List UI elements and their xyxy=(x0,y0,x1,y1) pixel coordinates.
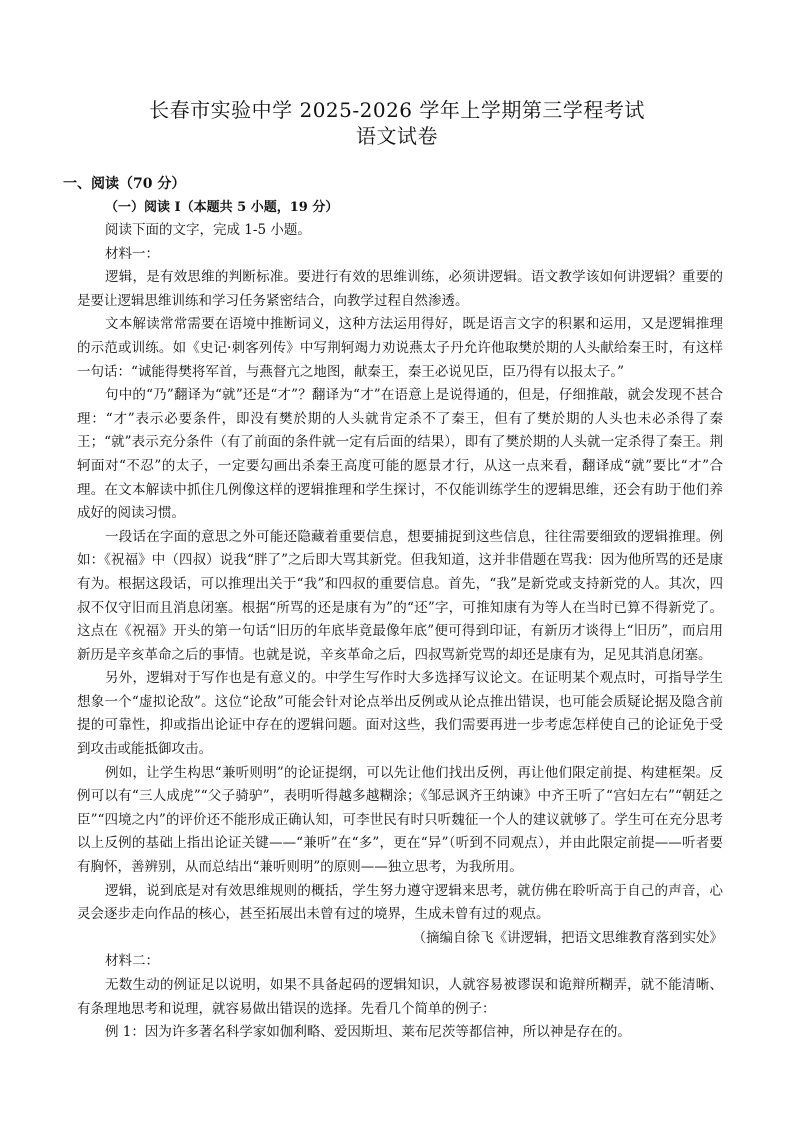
instruction-text: 阅读下面的文字，完成 1-5 小题。 xyxy=(105,222,311,238)
exam-title: 长春市实验中学 2025-2026 学年上学期第三学程考试 xyxy=(149,98,645,122)
material1-source: （摘编自徐飞《讲逻辑，把语文思维教育落到实处》 xyxy=(412,929,723,946)
subsection-heading: （一）阅读 I（本题共 5 小题，19 分） xyxy=(105,200,339,215)
exam-subject-title: 语文试卷 xyxy=(356,124,438,148)
material2-example-1: 例 1：因为许多著名科学家如伽利略、爱因斯坦、莱布尼茨等都信神，所以神是存在的。 xyxy=(105,1024,631,1041)
material1-paragraph-7: 逻辑，说到底是对有效思维规则的概括，学生努力遵守逻辑来思考，就仿佛在聆听高于自己的声音，心灵会逐步走向作品的核心，甚至拓展出未曾有过的境界，生成未曾有过的观点。 xyxy=(77,882,723,923)
material1-paragraph-3: 句中的“乃”翻译为“就”还是“才”？翻译为“才”在语意上是说得通的，但是，仔细推敲，就会发现不甚合理：“才”表示必要条件，即没有樊於期的人头就肯定杀不了秦王，但有了樊於期的人头也未必杀得了秦王；“就”表示充分条件（有了前面的条件就一定有后面的结果），即有了樊於期的人头就一定杀得了秦王。荆轲面对“不忍”的太子，一定要勾画出杀秦王高度可能的愿景才行，从这一点来看，翻译成“就”要比“才”合理。在文本解读中抓住几例像这样的逻辑推理和学生探讨，不仅能训练学生的逻辑思维，还会有助于他们养成好的阅读习惯。 xyxy=(77,387,723,522)
material1-paragraph-4: 一段话在字面的意思之外可能还隐藏着重要信息，想要捕捉到这些信息，往往需要细致的逻辑推理。例如：《祝福》中（四叔）说我“胖了”之后即大骂其新党。但我知道，这并非借题在骂我：因为他所骂的还是康有为。根据这段话，可以推理出关于“我”和四叔的重要信息。首先，“我”是新党或支持新党的人。其次，四叔不仅守旧而且消息闭塞。根据“所骂的还是康有为”的“还”字，可推知康有为等人在当时已算不得新党了。这点在《祝福》开头的第一句话“旧历的年底毕竟最像年底”便可得到印证，有新历才谈得上“旧历”，而启用新历是辛亥革命之后的事情。也就是说，辛亥革命之后，四叔骂新党骂的却还是康有为，足见其消息闭塞。 xyxy=(77,528,723,663)
material2-paragraph-1: 无数生动的例证足以说明，如果不具备起码的逻辑知识，人就容易被谬误和诡辩所糊弄，就不能清晰、有条理地思考和说理，就容易做出错误的选择。先看几个简单的例子： xyxy=(77,977,723,1017)
material1-paragraph-1: 逻辑，是有效思维的判断标准。要进行有效的思维训练，必须讲逻辑。语文教学该如何讲逻辑？重要的是要让逻辑思维训练和学习任务紧密结合，向教学过程自然渗透。 xyxy=(77,269,723,309)
material1-label: 材料一： xyxy=(105,245,159,262)
reading-passage xyxy=(77,219,723,1045)
material1-paragraph-2: 文本解读常常需要在语境中推断词义，这种方法运用得好，既是语言文字的积累和运用，又是逻辑推理的示范或训练。如《史记·刺客列传》中写荆轲竭力劝说燕太子丹允许他取樊於期的人头献给秦王时，有这样一句话：“诚能得樊将军首，与燕督亢之地图，献秦王，秦王必说见臣，臣乃得有以报太子。” xyxy=(77,316,723,380)
material1-paragraph-5: 另外，逻辑对于写作也是有意义的。中学生写作时大多选择写议论文。在证明某个观点时，可指导学生想象一个“虚拟论敌”。这位“论敌”可能会针对论点举出反例或从论点推出错误，也可能会质疑论据及隐含前提的可靠性，抑或指出论证中存在的逻辑问题。面对这些，我们需要再进一步考虑怎样使自己的论证免于受到攻击或能抵御攻击。 xyxy=(77,670,723,758)
section-heading: 一、阅读（70 分） xyxy=(63,176,186,192)
material1-paragraph-6: 例如，让学生构思“兼听则明”的论证提纲，可以先让他们找出反例，再让他们限定前提、构建框架。反例可以有“三人成虎”“父子骑驴”，表明听得越多越糊涂；《邹忌讽齐王纳谏》中齐王听了“宫妇左右”“朝廷之臣”“四境之内”的评价还不能形成正确认知，可李世民有时只听魏征一个人的建议就够了。学生可在充分思考以上反例的基础上指出论证关键——“兼听”在“多”，更在“异”（听到不同观点），并由此限定前提——听者要有胸怀，善辨别，从而总结出“兼听则明”的原则——独立思考，为我所用。 xyxy=(77,764,723,876)
material2-label: 材料二： xyxy=(105,953,159,970)
